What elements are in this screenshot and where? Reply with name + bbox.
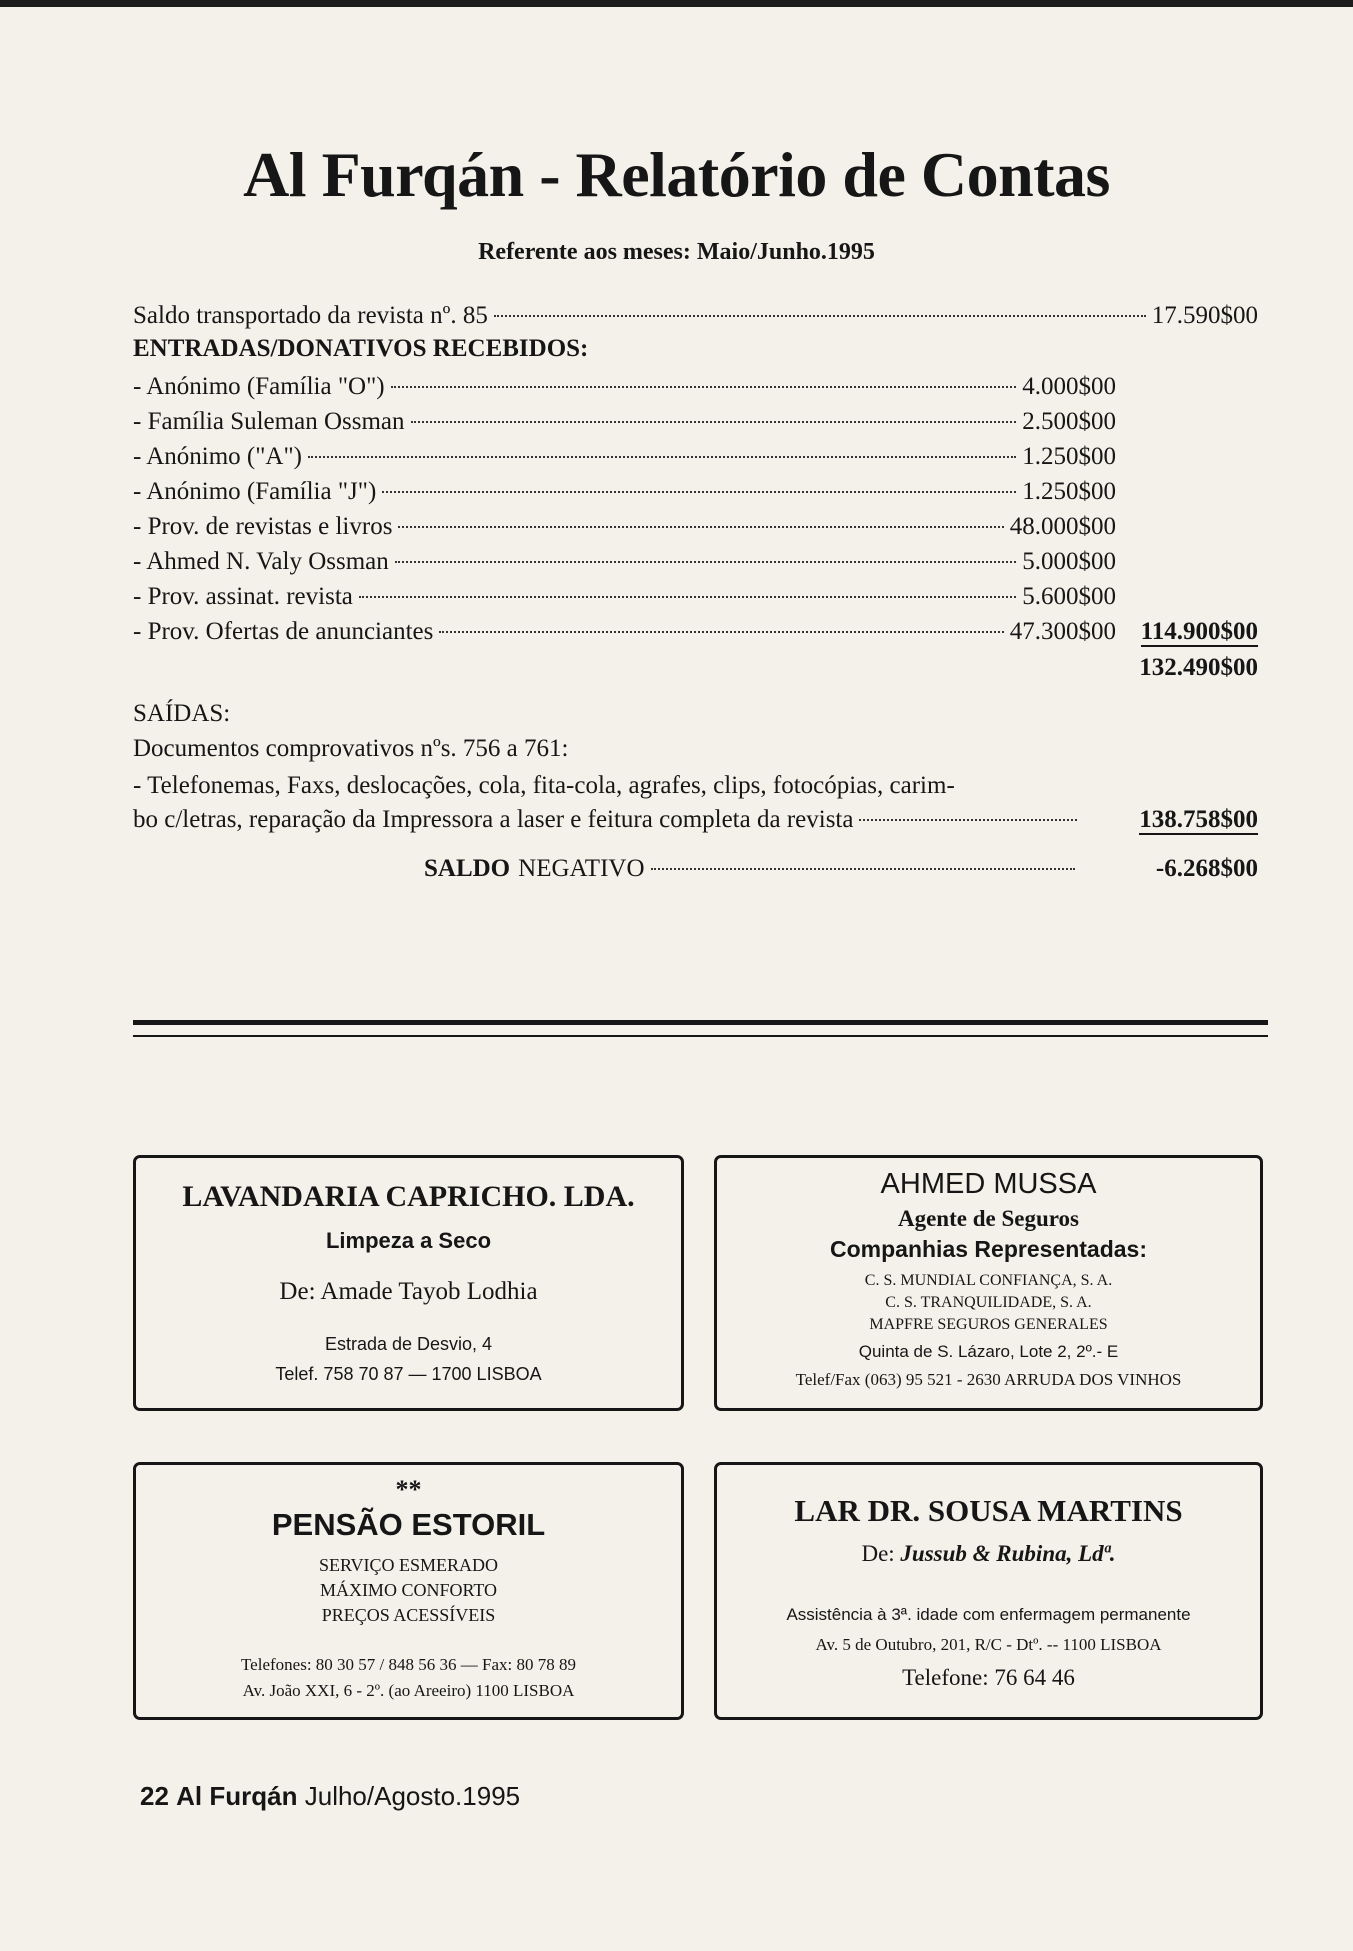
page-footer bbox=[140, 1780, 520, 1812]
ad-address: Av. 5 de Outubro, 201, R/C - Dtº. -- 1100 LISBOA bbox=[815, 1635, 1162, 1654]
balance-label-bold: SALDO bbox=[424, 855, 511, 882]
ad-title: LAR DR. SOUSA MARTINS bbox=[794, 1493, 1183, 1528]
carried-balance-label: Saldo transportado da revista nº. 85 bbox=[133, 302, 488, 329]
ad-owner: De: Jussub & Rubina, Ldª. bbox=[861, 1541, 1116, 1566]
ad-company: MAPFRE SEGUROS GENERALES bbox=[869, 1316, 1108, 1333]
ad-service: Limpeza a Seco bbox=[325, 1228, 492, 1253]
balance-label: NEGATIVO bbox=[518, 855, 645, 882]
ad-owner: De: Amade Tayob Lodhia bbox=[279, 1278, 538, 1305]
ad-company: C. S. MUNDIAL CONFIANÇA, S. A. bbox=[864, 1272, 1113, 1289]
ad-phone: Telefone: 76 64 46 bbox=[902, 1665, 1075, 1690]
income-item: - Anónimo ("A") 1.250$00 bbox=[133, 443, 1116, 470]
income-total: 114.900$00 bbox=[1140, 618, 1258, 645]
report-period: Referente aos meses: Maio/Junho.1995 bbox=[478, 239, 875, 265]
expenses-documents: Documentos comprovativos nºs. 756 a 761: bbox=[133, 735, 569, 762]
page-number: 22 bbox=[140, 1781, 169, 1811]
ad-care: Assistência à 3ª. idade com enfermagem permanente bbox=[786, 1605, 1191, 1624]
ad-phone: Telef. 758 70 87 — 1700 LISBOA bbox=[275, 1364, 542, 1384]
ad-title: PENSÃO ESTORIL bbox=[271, 1507, 546, 1542]
issue-date: Julho/Agosto.1995 bbox=[304, 1781, 521, 1811]
ad-pensao-estoril bbox=[133, 1462, 684, 1720]
ad-address: Estrada de Desvio, 4 bbox=[324, 1334, 493, 1354]
income-item: - Prov. assinat. revista 5.600$00 bbox=[133, 583, 1116, 610]
carried-balance-row bbox=[133, 299, 1258, 333]
leader-dots bbox=[494, 315, 1146, 317]
ad-feature: PREÇOS ACESSÍVEIS bbox=[321, 1605, 496, 1625]
income-item: - Ahmed N. Valy Ossman 5.000$00 bbox=[133, 548, 1116, 575]
ad-address: Quinta de S. Lázaro, Lote 2, 2º.- E bbox=[858, 1342, 1119, 1361]
balance-value: -6.268$00 bbox=[1155, 855, 1258, 882]
ad-feature: SERVIÇO ESMERADO bbox=[318, 1555, 499, 1575]
income-item: - Prov. Ofertas de anunciantes 47.300$00 bbox=[133, 618, 1116, 645]
ad-heading: Companhias Representadas: bbox=[830, 1236, 1147, 1262]
ad-ahmed-mussa bbox=[714, 1155, 1263, 1411]
ad-title: AHMED MUSSA bbox=[880, 1168, 1097, 1200]
rating-stars: ** bbox=[395, 1475, 422, 1504]
ad-lar-sousa-martins bbox=[714, 1462, 1263, 1720]
income-item: - Família Suleman Ossman 2.500$00 bbox=[133, 408, 1116, 435]
expenses-heading: SAÍDAS: bbox=[133, 700, 231, 727]
balance-row bbox=[424, 852, 1081, 886]
ad-feature: MÁXIMO CONFORTO bbox=[319, 1580, 498, 1600]
top-edge-bar bbox=[0, 0, 1353, 7]
page-title: Al Furqán - Relatório de Contas bbox=[243, 139, 1110, 210]
expenses-description-row: bo c/letras, reparação da Impressora a laser e feitura completa da revista bbox=[133, 803, 1083, 837]
magazine-name: Al Furqán bbox=[176, 1781, 298, 1811]
running-total: 132.490$00 bbox=[1139, 654, 1258, 681]
section-divider bbox=[133, 1020, 1268, 1025]
expenses-total: 138.758$00 bbox=[1139, 806, 1258, 833]
section-divider bbox=[133, 1035, 1268, 1037]
ad-company: C. S. TRANQUILIDADE, S. A. bbox=[885, 1294, 1092, 1311]
ad-phone: Telefones: 80 30 57 / 848 56 36 — Fax: 80 78 89 bbox=[240, 1655, 576, 1674]
income-item: - Prov. de revistas e livros 48.000$00 bbox=[133, 513, 1116, 540]
ad-role: Agente de Seguros bbox=[897, 1206, 1079, 1231]
income-item: - Anónimo (Família "O") 4.000$00 bbox=[133, 373, 1116, 400]
income-item: - Anónimo (Família "J") 1.250$00 bbox=[133, 478, 1116, 505]
ad-phone: Telef/Fax (063) 95 521 - 2630 ARRUDA DOS VINHOS bbox=[795, 1370, 1182, 1389]
expenses-description: - Telefonemas, Faxs, deslocações, cola, fita-cola, agrafes, clips, fotocópias, carim- bbox=[133, 772, 955, 799]
income-heading: ENTRADAS/DONATIVOS RECEBIDOS: bbox=[133, 335, 589, 362]
ad-title: LAVANDARIA CAPRICHO. LDA. bbox=[182, 1180, 635, 1213]
carried-balance-value: 17.590$00 bbox=[1151, 302, 1258, 329]
ad-lavandaria bbox=[133, 1155, 684, 1411]
ad-address: Av. João XXI, 6 - 2º. (ao Areeiro) 1100 LISBOA bbox=[242, 1681, 575, 1700]
